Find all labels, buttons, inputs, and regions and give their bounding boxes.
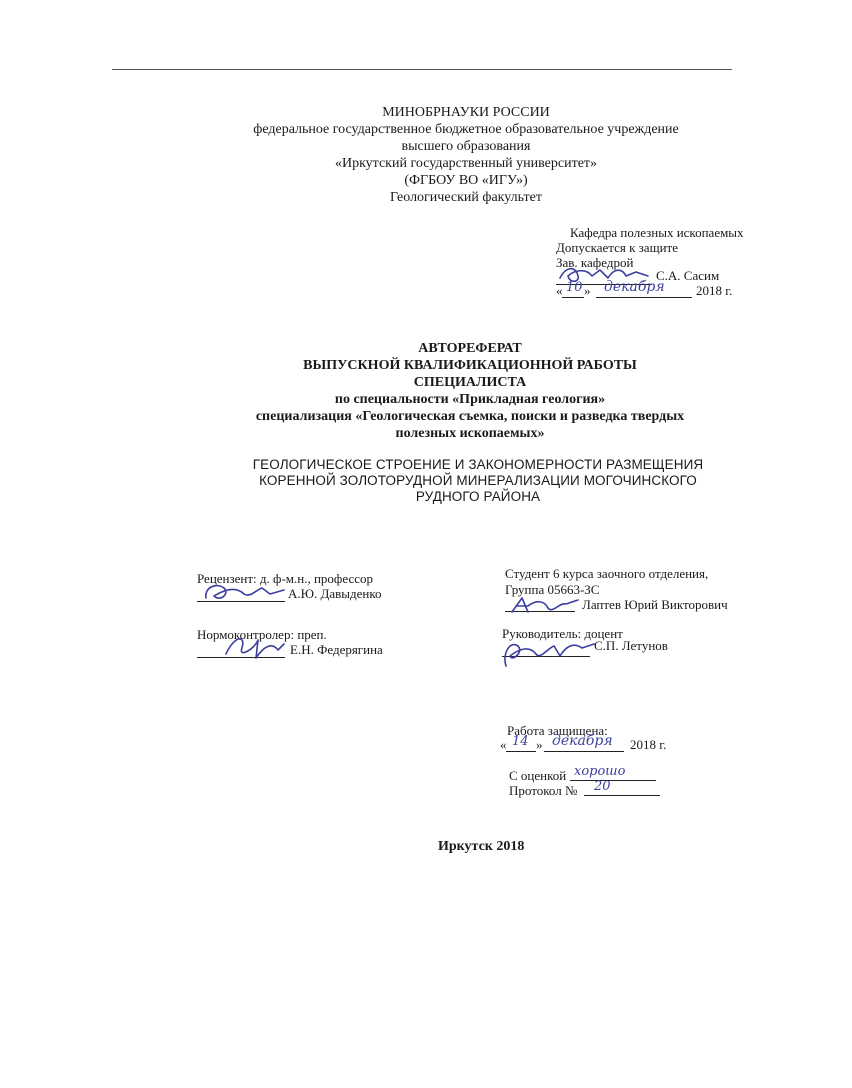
defended-label: Работа защищена:	[507, 723, 608, 738]
normcontrol-name: Е.Н. Федерягина	[290, 642, 383, 657]
reviewer-label: Рецензент: д. ф-м.н., профессор	[197, 571, 373, 586]
title-line-2: ВЫПУСКНОЙ КВАЛИФИКАЦИОННОЙ РАБОТЫ	[303, 358, 637, 373]
protocol-underline	[584, 795, 660, 796]
faculty-name: Геологический факультет	[390, 190, 542, 205]
approval-date-close-quote: »	[584, 283, 591, 298]
scan-artifact-line	[112, 69, 732, 70]
supervisor-name: С.П. Летунов	[594, 638, 668, 653]
university-abbrev: (ФГБОУ ВО «ИГУ»)	[404, 173, 528, 188]
head-name: С.А. Сасим	[656, 268, 720, 283]
approval-date-open-quote: «	[556, 283, 563, 298]
reviewer-name: А.Ю. Давыденко	[288, 586, 382, 601]
specialization-line-2: полезных ископаемых»	[395, 426, 545, 441]
student-course-line: Студент 6 курса заочного отделения,	[505, 566, 709, 581]
title-line-1: АВТОРЕФЕРАТ	[418, 341, 522, 356]
title-block	[44, 340, 852, 442]
specialization-line-1: специализация «Геологическая съемка, поиски и разведка твердых	[255, 409, 685, 424]
normcontrol-label: Нормоконтролер: преп.	[197, 627, 327, 642]
approval-date-month: декабря	[604, 279, 665, 295]
approval-day-underline	[562, 297, 584, 298]
student-signature	[508, 592, 588, 618]
protocol-value: 20	[594, 779, 611, 794]
thesis-title-block	[52, 457, 852, 505]
defense-date-year: 2018 г.	[630, 737, 667, 752]
thesis-title-line-1: ГЕОЛОГИЧЕСКОЕ СТРОЕНИЕ И ЗАКОНОМЕРНОСТИ РАЗМЕЩЕНИЯ	[252, 457, 704, 472]
approval-date-year: 2018 г.	[696, 283, 733, 298]
header-block	[40, 104, 852, 206]
defense-date-month: декабря	[552, 733, 613, 749]
defense-date-row	[500, 733, 700, 757]
approval-month-underline	[596, 297, 692, 298]
defense-day-underline	[506, 751, 536, 752]
supervisor-label: Руководитель: доцент	[502, 626, 623, 641]
city-year: Иркутск 2018	[438, 839, 525, 854]
approval-date-day: 10	[566, 280, 583, 295]
ministry-name: МИНОБРНАУКИ РОССИИ	[382, 105, 550, 120]
defense-date-close-quote: »	[536, 737, 543, 752]
protocol-label: Протокол №	[509, 783, 578, 798]
grade-label: С оценкой	[509, 768, 567, 783]
normcontrol-signature	[220, 632, 290, 662]
student-name: Лаптев Юрий Викторович	[582, 597, 728, 612]
admitted-label: Допускается к защите	[556, 240, 678, 255]
specialty-line: по специальности «Прикладная геология»	[334, 392, 606, 407]
university-name: «Иркутский государственный университет»	[334, 156, 598, 171]
head-label: Зав. кафедрой	[556, 255, 634, 270]
defense-month-underline	[544, 751, 624, 752]
defense-date-open-quote: «	[500, 737, 507, 752]
student-group: Группа 05663-ЗС	[505, 582, 600, 597]
department-name: Кафедра полезных ископаемых	[570, 225, 744, 240]
institution-line-2: высшего образования	[401, 139, 531, 154]
thesis-title-line-3: РУДНОГО РАЙОНА	[415, 489, 541, 504]
thesis-title-line-2: КОРЕННОЙ ЗОЛОТОРУДНОЙ МИНЕРАЛИЗАЦИИ МОГОЧИНСКОГО	[259, 473, 697, 488]
grade-underline	[570, 780, 656, 781]
supervisor-signature	[500, 636, 600, 670]
institution-line-1: федеральное государственное бюджетное образовательное учреждение	[253, 122, 679, 137]
grade-value: хорошо	[574, 764, 626, 779]
title-line-3: СПЕЦИАЛИСТА	[413, 375, 527, 390]
defense-date-day: 14	[512, 734, 529, 749]
reviewer-signature	[200, 580, 290, 604]
approval-date-row	[556, 279, 766, 303]
